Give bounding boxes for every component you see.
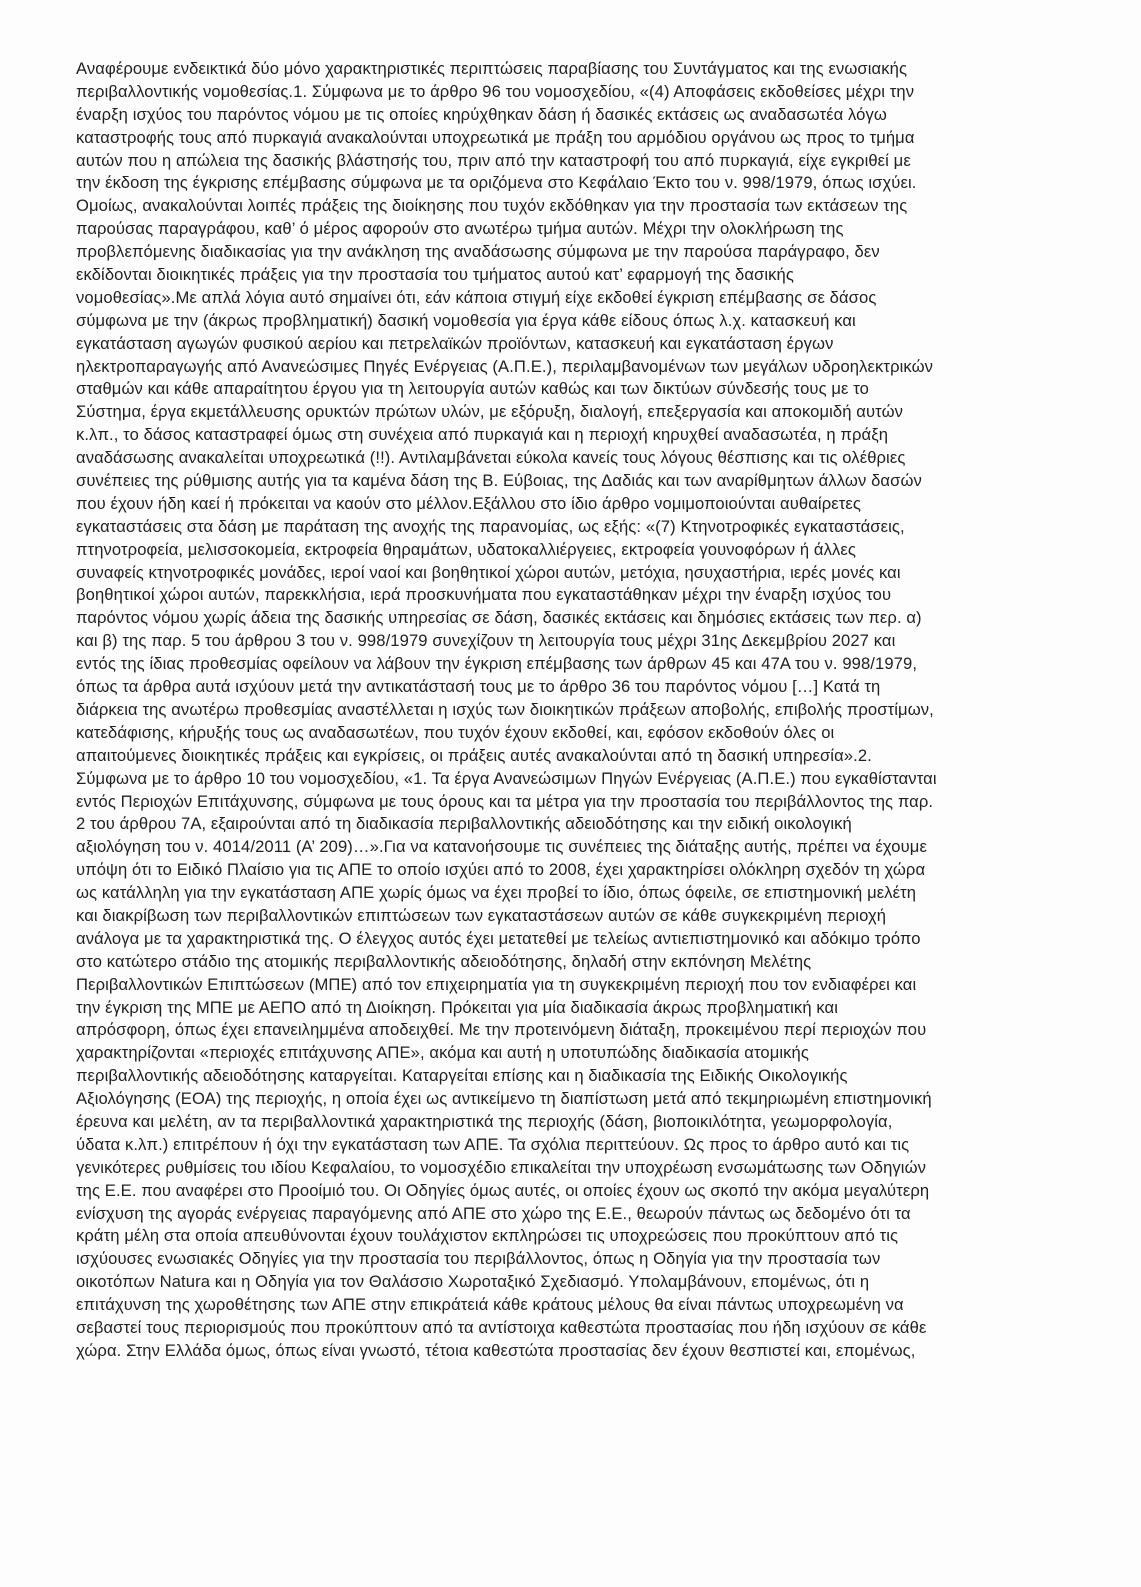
text-line: νομοθεσίας».Με απλά λόγια αυτό σημαίνει ότι, εάν κάποια στιγμή είχε εκδοθεί έγκριση επέμβασης σε δάσος (76, 287, 877, 307)
text-line: εγκαταστάσεις στα δάση με παράταση της ανοχής της παρανομίας, ως εξής: «(7) Κτηνοτροφικές εγκαταστάσεις, (76, 516, 905, 536)
text-line: γενικότερες ρυθμίσεις του ιδίου Κεφαλαίου, το νομοσχέδιο επικαλείται την υποχρέωση ενσωμάτωσης των Οδηγιών (76, 1157, 927, 1177)
text-line: συναφείς κτηνοτροφικές μονάδες, ιεροί ναοί και βοηθητικοί χώροι αυτών, μετόχια, ησυχαστήρια, ιερές μονές και (76, 562, 901, 582)
text-line: καταστροφής τους από πυρκαγιά ανακαλούνται υποχρεωτικά με πράξη του αρμόδιου οργάνου ως προς το τμήμα (76, 127, 915, 147)
text-line: Αναφέρουμε ενδεικτικά δύο μόνο χαρακτηριστικές περιπτώσεις παραβίασης του Συντάγματος και της ενωσιακής (76, 59, 908, 78)
text-line: ως κατάλληλη για την εγκατάσταση ΑΠΕ χωρίς όμως να έχει προβεί το ίδιο, όπως όφειλε, σε επιστημονική μελέτη (76, 883, 917, 903)
text-line: σταθμών και κάθε απαραίτητου έργου για τη λειτουργία αυτών καθώς και των δικτύων σύνδεσής τους με το (76, 379, 869, 399)
text-line: ηλεκτροπαραγωγής από Ανανεώσιμες Πηγές Ενέργειας (Α.Π.Ε.), περιλαμβανομένων των μεγάλων υδροηλεκτρικών (76, 356, 934, 376)
text-line: περιβαλλοντικής νομοθεσίας.1. Σύμφωνα με το άρθρο 96 του νομοσχεδίου, «(4) Αποφάσεις εκδοθείσες μέχρι την (76, 81, 915, 101)
text-line: εγκατάσταση αγωγών φυσικού αερίου και πετρελαϊκών προϊόντων, κατασκευή και εγκατάσταση έργων (76, 333, 834, 353)
text-line: Ομοίως, ανακαλούνται λοιπές πράξεις της διοίκησης που τυχόν εκδόθηκαν για την προστασία των εκτάσεων της (76, 196, 908, 216)
text-line: ενίσχυση της αγοράς ενέργειας παραγόμενης από ΑΠΕ στο χώρο της Ε.Ε., θεωρούν πάντως ως δεδομένο ότι τα (76, 1203, 911, 1223)
text-line: όπως τα άρθρα αυτά ισχύουν μετά την αντικατάστασή τους με το άρθρο 36 του παρόντος νόμου […] Κατά τη (76, 677, 881, 697)
text-line: στο κατώτερο στάδιο της ατομικής περιβαλλοντικής αδειοδότησης, δηλαδή στην εκπόνηση Μελέτης (76, 951, 812, 971)
text-line: χώρα. Στην Ελλάδα όμως, όπως είναι γνωστό, τέτοια καθεστώτα προστασίας δεν έχουν θεσπιστεί και, επομένως, (76, 1340, 916, 1360)
text-line: Σύστημα, έργα εκμετάλλευσης ορυκτών πρώτων υλών, με εξόρυξη, διαλογή, επεξεργασία και αποκομιδή αυτών (76, 402, 904, 422)
text-line: την έκδοση της έγκρισης επέμβασης σύμφωνα με τα οριζόμενα στο Κεφάλαιο Έκτο του ν. 998/1979, όπως ισχύει. (76, 173, 917, 193)
text-line: περιβαλλοντικής αδειοδότησης καταργείται. Καταργείται επίσης και η διαδικασία της Ειδικής Οικολογικής (76, 1066, 848, 1086)
text-line: Σύμφωνα με το άρθρο 10 του νομοσχεδίου, «1. Τα έργα Ανανεώσιμων Πηγών Ενέργειας (Α.Π.Ε.) που εγκαθίστανται (76, 768, 937, 788)
text-line: Αξιολόγησης (ΕΟΑ) της περιοχής, η οποία έχει ως αντικείμενο τη διαπίστωση μετά από τεκμηριωμένη επιστημονική (76, 1089, 932, 1109)
text-line: που έχουν ήδη καεί ή πρόκειται να καούν στο μέλλον.Εξάλλου στο ίδιο άρθρο νομιμοποιούνται αυθαίρετες (76, 493, 861, 513)
text-line: έναρξη ισχύος του παρόντος νόμου με τις οποίες κηρύχθηκαν δάση ή δασικές εκτάσεις ως αναδασωτέα λόγω (76, 104, 887, 124)
text-line: Περιβαλλοντικών Επιπτώσεων (ΜΠΕ) από τον επιχειρηματία για τη συγκεκριμένη περιοχή που τον ενδιαφέρει και (76, 974, 917, 994)
text-line: την έγκριση της ΜΠΕ με ΑΕΠΟ από τη Διοίκηση. Πρόκειται για μία διαδικασία άκρως προβληματική και (76, 997, 839, 1017)
text-line: εντός Περιοχών Επιτάχυνσης, σύμφωνα με τους όρους και τα μέτρα για την προστασία του περιβάλλοντος της παρ. (76, 791, 934, 811)
text-line: απαιτούμενες διοικητικές πράξεις και εγκρίσεις, οι πράξεις αυτές ανακαλούνται από τη δασική υπηρεσία».2. (76, 745, 872, 765)
text-line: παρούσας παραγράφου, καθ’ ό μέρος αφορούν στο ανωτέρω τμήμα αυτών. Μέχρι την ολοκλήρωση της (76, 219, 844, 239)
text-line: ύδατα κ.λπ.) επιτρέπουν ή όχι την εγκατάσταση των ΑΠΕ. Τα σχόλια περιττεύουν. Ως προς το άρθρο αυτό και τις (76, 1134, 910, 1154)
text-line: πτηνοτροφεία, μελισσοκομεία, εκτροφεία θηραμάτων, υδατοκαλλιέργειες, εκτροφεία γουνοφόρων ή άλλες (76, 539, 856, 559)
text-line: χαρακτηρίζονται «περιοχές επιτάχυνσης ΑΠΕ», ακόμα και αυτή η υποτυπώδης διαδικασία ατομικής (76, 1043, 809, 1063)
text-line: κ.λπ., το δάσος καταστραφεί όμως στη συνέχεια από πυρκαγιά και η περιοχή κηρυχθεί αναδασωτέα, η πράξη (76, 425, 889, 445)
text-line: οικοτόπων Natura και η Οδηγία για τον Θαλάσσιο Χωροταξικό Σχεδιασμό. Υπολαμβάνουν, επομένως, ότι η (76, 1272, 870, 1292)
text-line: κατεδάφισης, κήρυξής τους ως αναδασωτέων, που τυχόν έχουν εκδοθεί, και, εφόσον εκδοθούν όλες οι (76, 722, 835, 742)
text-line: επιτάχυνση της χωροθέτησης των ΑΠΕ στην επικράτειά κάθε κράτους μέλους θα είναι πάντως υποχρεωμένη να (76, 1295, 904, 1315)
text-line: απρόσφορη, όπως έχει επανειλημμένα αποδειχθεί. Με την προτεινόμενη διάταξη, προκειμένου περί περιοχών που (76, 1020, 927, 1040)
text-line: έρευνα και μελέτη, αν τα περιβαλλοντικά χαρακτηριστικά της περιοχής (δάση, βιοποικιλότητα, γεωμορφολογία, (76, 1111, 893, 1131)
text-line: και διακρίβωση των περιβαλλοντικών επιπτώσεων των εγκαταστάσεων αυτών σε κάθε συγκεκριμένη περιοχή (76, 905, 887, 925)
text-line: αυτών που η απώλεια της δασικής βλάστησής του, πριν από την καταστροφή του από πυρκαγιά, είχε εγκριθεί με (76, 150, 911, 170)
text-line: εντός της ίδιας προθεσμίας οφείλουν να λάβουν την έγκριση επέμβασης των άρθρων 45 και 47Α του ν. 998/1979, (76, 654, 918, 674)
text-line: ανάλογα με τα χαρακτηριστικά της. Ο έλεγχος αυτός έχει μετατεθεί με τελείως αντιεπιστημονικό και αδόκιμο τρόπο (76, 928, 921, 948)
text-line: διάρκεια της ανωτέρω προθεσμίας αναστέλλεται η ισχύς των διοικητικών πράξεων αποβολής, επιβολής προστίμων, (76, 699, 934, 719)
text-line: 2 του άρθρου 7Α, εξαιρούνται από τη διαδικασία περιβαλλοντικής αδειοδότησης και την ειδική οικολογική (76, 814, 852, 834)
text-line: ισχύουσες ενωσιακές Οδηγίες για την προστασία του περιβάλλοντος, όπως η Οδηγία για την προστασία των (76, 1249, 881, 1269)
text-line: και β) της παρ. 5 του άρθρου 3 του ν. 998/1979 συνεχίζουν τη λειτουργία τους μέχρι 31ης Δεκεμβρίου 2027 και (76, 631, 896, 651)
text-line: αναδάσωσης ανακαλείται υποχρεωτικά (!!). Αντιλαμβάνεται εύκολα κανείς τους λόγους θέσπισης και τις ολέθριες (76, 448, 906, 468)
text-line: υπόψη ότι το Ειδικό Πλαίσιο για τις ΑΠΕ το οποίο ισχύει από το 2008, έχει χαρακτηρίσει ολόκληρη σχεδόν τη χώρα (76, 860, 926, 880)
text-line: βοηθητικοί χώροι αυτών, παρεκκλήσια, ιερά προσκυνήματα που εγκαταστάθηκαν μέχρι την έναρξη ισχύος του (76, 585, 892, 605)
text-line: κράτη μέλη στα οποία απευθύνονται έχουν τουλάχιστον εκπληρώσει τις υποχρεώσεις που προκύπτουν από τις (76, 1226, 899, 1246)
text-line: προβλεπόμενης διαδικασίας για την ανάκληση της αναδάσωσης σύμφωνα με την παρούσα παράγραφο, δεν (76, 242, 880, 262)
body-text (76, 58, 1076, 1363)
text-line: σεβαστεί τους περιορισμούς που προκύπτουν από τα αντίστοιχα καθεστώτα προστασίας που ήδη ισχύουν σε κάθε (76, 1317, 927, 1337)
text-line: συνέπειες της ρύθμισης αυτής για τα καμένα δάση της Β. Εύβοιας, της Δαδιάς και των αναρίθμητων άλλων δασών (76, 471, 922, 491)
text-line: της Ε.Ε. που αναφέρει στο Προοίμιό του. Οι Οδηγίες όμως αυτές, οι οποίες έχουν ως σκοπό την ακόμα μεγαλύτερη (76, 1180, 930, 1200)
text-line: παρόντος νόμου χωρίς άδεια της δασικής υπηρεσίας σε δάση, δασικές εκτάσεις και δημόσιες εκτάσεις των περ. α) (76, 608, 922, 628)
text-line: σύμφωνα με την (άκρως προβληματική) δασική νομοθεσία για έργα κάθε είδους όπως λ.χ. κατασκευή και (76, 310, 856, 330)
text-line: εκδίδονται διοικητικές πράξεις για την προστασία του τμήματος αυτού κατ’ εφαρμογή της δασικής (76, 265, 794, 285)
text-line: αξιολόγηση του ν. 4014/2011 (Α’ 209)…».Για να κατανοήσουμε τις συνέπειες της διάταξης αυτής, πρέπει να έχουμε (76, 837, 927, 857)
